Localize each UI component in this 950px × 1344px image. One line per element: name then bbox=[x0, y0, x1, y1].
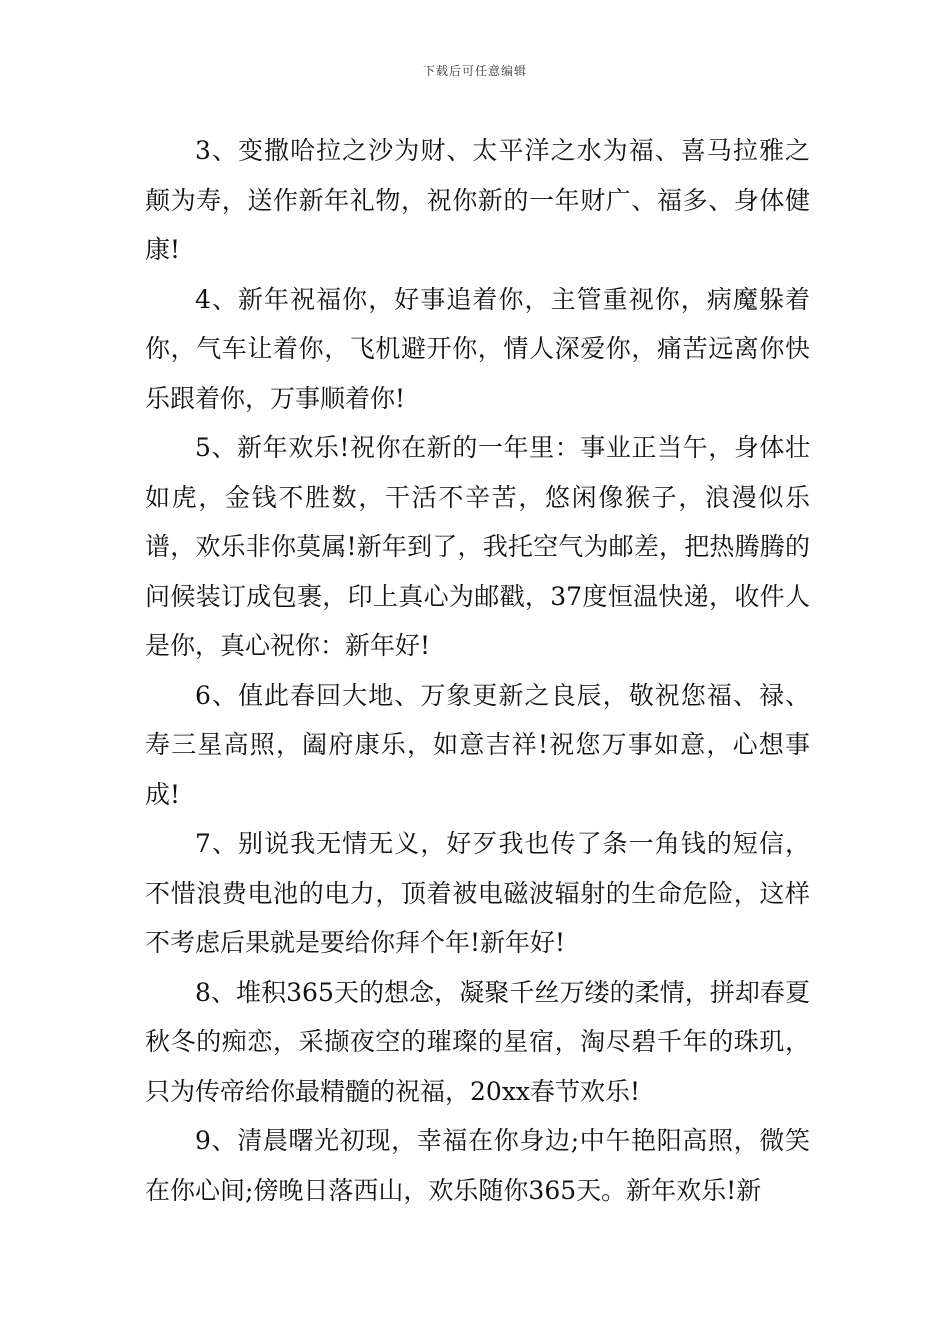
paragraph-7: 7、别说我无情无义，好歹我也传了条一角钱的短信，不惜浪费电池的电力，顶着被电磁波辐射的生命危险，这样不考虑后果就是要给你拜个年!新年好! bbox=[145, 829, 810, 957]
document-body bbox=[145, 126, 810, 1215]
paragraph-9: 9、清晨曙光初现，幸福在你身边;中午艳阳高照，微笑在你心间;傍晚日落西山，欢乐随你365天。新年欢乐!新 bbox=[145, 1126, 810, 1205]
page-header: 下载后可任意编辑 bbox=[422, 64, 527, 78]
paragraph-4: 4、新年祝福你，好事追着你，主管重视你，病魔躲着你，气车让着你，飞机避开你，情人深爱你，痛苦远离你快乐跟着你，万事顺着你! bbox=[145, 284, 810, 413]
paragraph-6: 6、值此春回大地、万象更新之良辰，敬祝您福、禄、寿三星高照，阖府康乐，如意吉祥!祝您万事如意，心想事成! bbox=[145, 680, 810, 809]
paragraph-5: 5、新年欢乐!祝你在新的一年里：事业正当午，身体壮如虎，金钱不胜数，干活不辛苦，悠闲像猴子，浪漫似乐谱，欢乐非你莫属!新年到了，我托空气为邮差，把热腾腾的问候装订成包裹，印上真心为邮戳，37度恒温快递，收件人是你，真心祝你：新年好! bbox=[145, 433, 810, 660]
paragraph-3: 3、变撒哈拉之沙为财、太平洋之水为福、喜马拉雅之颠为寿，送作新年礼物，祝你新的一年财广、福多、身体健康! bbox=[145, 136, 810, 264]
paragraph-8: 8、堆积365天的想念，凝聚千丝万缕的柔情，拼却春夏秋冬的痴恋，采撷夜空的璀璨的星宿，淘尽碧千年的珠玑，只为传帝给你最精髓的祝福，20xx春节欢乐! bbox=[145, 977, 810, 1106]
